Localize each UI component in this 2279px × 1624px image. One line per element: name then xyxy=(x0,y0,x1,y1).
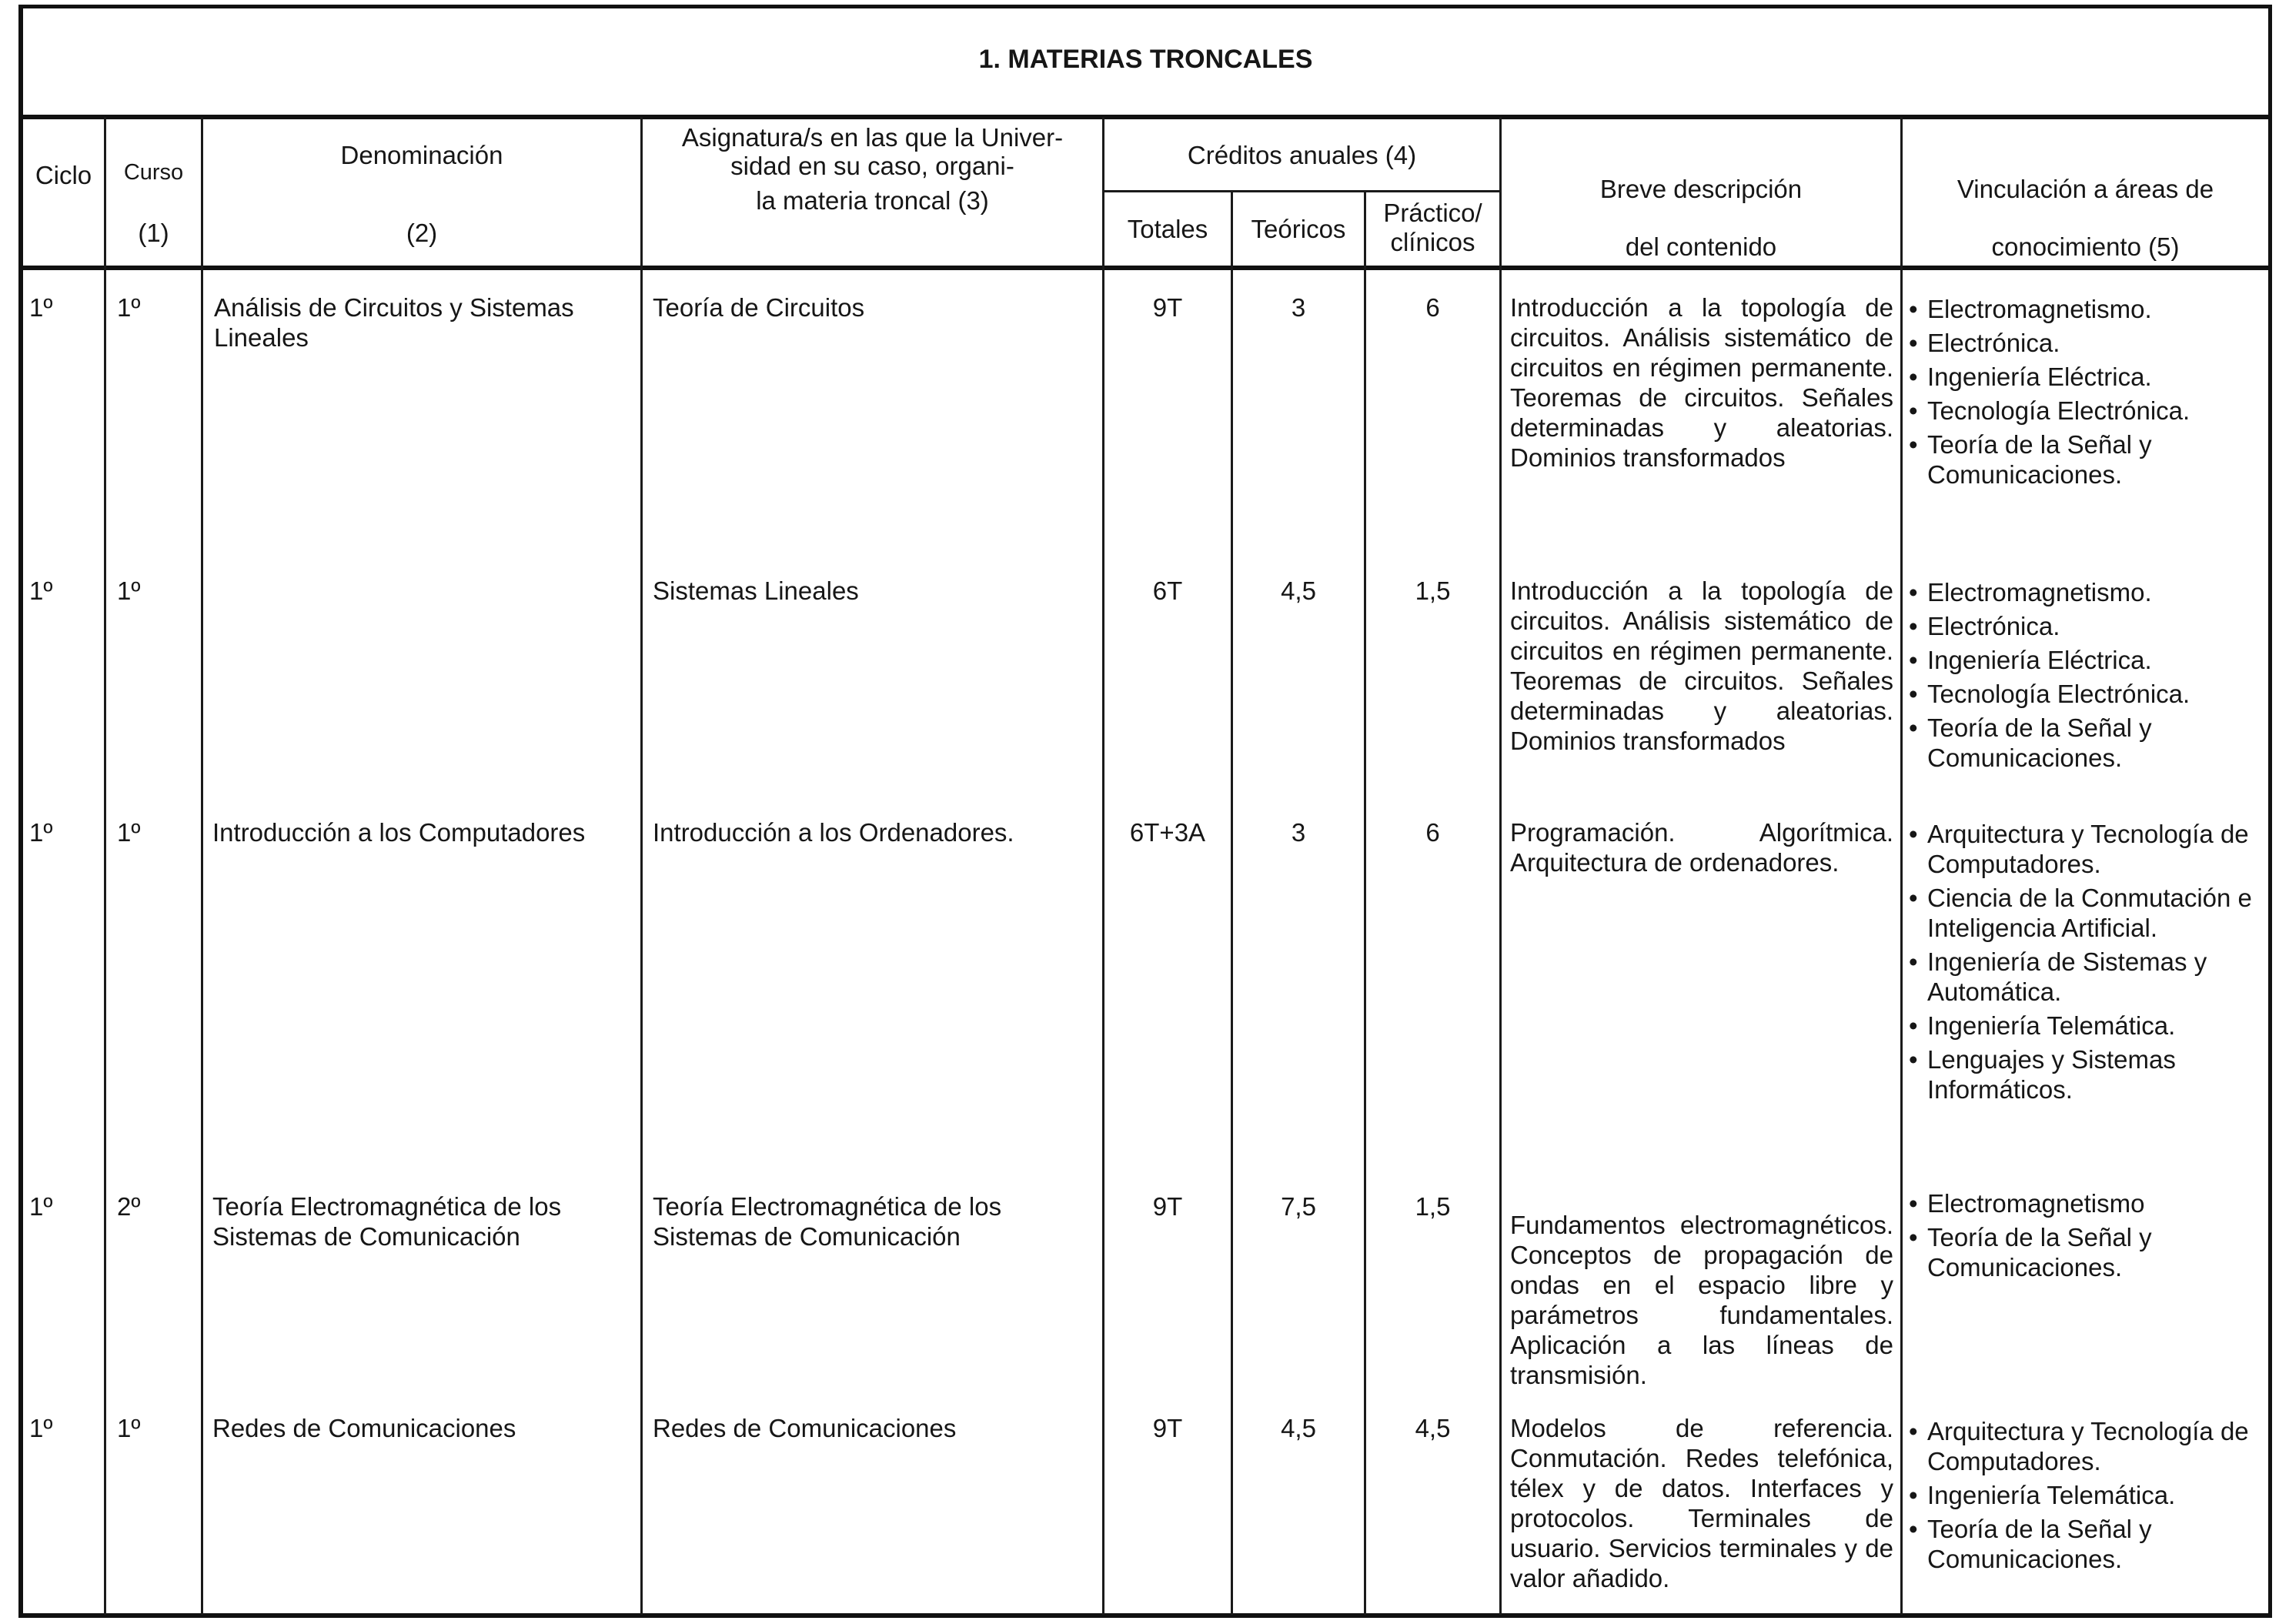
col-line-2 xyxy=(201,117,203,1615)
area-item: • Electromagnetismo xyxy=(1909,1188,2263,1218)
area-item: • Ingeniería Telemática. xyxy=(1909,1480,2263,1510)
area-item: • Ciencia de la Conmutación e Inteligencia Artificial. xyxy=(1909,883,2263,943)
header-curso xyxy=(106,157,201,188)
cell-asignatura: Sistemas Lineales xyxy=(653,576,859,605)
cell-ciclo: 1º xyxy=(29,1192,53,1221)
area-item: • Teoría de la Señal y Comunicaciones. xyxy=(1909,713,2263,773)
cell-ciclo: 1º xyxy=(29,1414,53,1442)
cell-curso: 1º xyxy=(117,1414,141,1442)
cell-totales: 9T xyxy=(1152,1192,1183,1221)
header-curso-label: Curso xyxy=(123,160,184,185)
cell-descripcion: Fundamentos electromagnéticos. Conceptos de propagación de ondas en el espacio libre y parámetros fundamentales. Aplicación a las líneas de transmisión. xyxy=(1510,1211,1893,1389)
header-denominacion: Denominación xyxy=(340,141,503,169)
header-ciclo: Ciclo xyxy=(35,161,92,189)
cell-curso: 2º xyxy=(117,1192,141,1221)
page-title: 1. MATERIAS TRONCALES xyxy=(978,45,1313,74)
border-right xyxy=(2268,5,2272,1618)
cell-practicos: 6 xyxy=(1425,818,1440,847)
header-descripcion-line2: del contenido xyxy=(1625,232,1777,261)
cell-teoricos: 3 xyxy=(1291,293,1306,322)
cell-areas xyxy=(1909,1416,2263,1578)
col-line-5 xyxy=(1231,191,1233,1615)
header-vinculacion xyxy=(1903,160,2268,276)
header-practicos-line2: clínicos xyxy=(1390,228,1475,256)
cell-totales: 9T xyxy=(1152,293,1183,322)
area-item: • Electromagnetismo. xyxy=(1909,294,2263,324)
cell-descripcion: Programación. Algorítmica. Arquitectura de ordenadores. xyxy=(1510,818,1893,877)
cell-descripcion: Introducción a la topología de circuitos. Análisis sistemático de circuitos en régimen permanente. Teoremas de circuitos. Señales determinadas y aleatorias. Dominios transformados xyxy=(1510,576,1893,755)
cell-curso: 1º xyxy=(117,293,141,322)
cell-totales: 6T xyxy=(1152,576,1183,605)
header-denominacion-note: (2) xyxy=(406,219,438,247)
cell-ciclo: 1º xyxy=(29,576,53,605)
cell-asignatura: Introducción a los Ordenadores. xyxy=(653,818,1014,847)
cell-ciclo: 1º xyxy=(29,293,53,322)
area-item: • Lenguajes y Sistemas Informáticos. xyxy=(1909,1044,2263,1104)
cell-teoricos: 4,5 xyxy=(1281,576,1316,605)
cell-denominacion: Teoría Electromagnética de los Sistemas de Comunicación xyxy=(212,1192,562,1251)
border-top xyxy=(18,5,2272,8)
area-item: • Electromagnetismo. xyxy=(1909,577,2263,607)
area-item: • Electrónica. xyxy=(1909,328,2263,358)
header-asignaturas xyxy=(643,123,1102,215)
cell-denominacion: Redes de Comunicaciones xyxy=(212,1414,516,1442)
area-item: • Ingeniería Eléctrica. xyxy=(1909,645,2263,675)
cell-ciclo: 1º xyxy=(29,818,53,847)
cell-asignatura: Teoría de Circuitos xyxy=(653,293,865,322)
area-item: • Tecnología Electrónica. xyxy=(1909,679,2263,709)
title-divider xyxy=(18,115,2272,119)
header-curso-note: (1) xyxy=(138,219,169,247)
cell-practicos: 4,5 xyxy=(1415,1414,1451,1442)
header-asignaturas-line2: sidad en su caso, organi- xyxy=(730,152,1014,180)
cell-curso: 1º xyxy=(117,818,141,847)
cell-totales: 9T xyxy=(1152,1414,1183,1442)
header-teoricos: Teóricos xyxy=(1251,215,1346,243)
header-vinculacion-line2: conocimiento (5) xyxy=(1991,232,2180,261)
area-item: • Tecnología Electrónica. xyxy=(1909,396,2263,426)
cell-areas xyxy=(1909,294,2263,493)
area-item: • Ingeniería Telemática. xyxy=(1909,1011,2263,1041)
area-item: • Teoría de la Señal y Comunicaciones. xyxy=(1909,1222,2263,1282)
cell-asignatura: Redes de Comunicaciones xyxy=(653,1414,957,1442)
cell-areas xyxy=(1909,819,2263,1108)
cell-denominacion: Introducción a los Computadores xyxy=(212,818,586,847)
area-item: • Electrónica. xyxy=(1909,611,2263,641)
cell-practicos: 6 xyxy=(1425,293,1440,322)
cell-areas xyxy=(1909,1188,2263,1286)
area-item: • Arquitectura y Tecnología de Computadores. xyxy=(1909,819,2263,879)
border-bottom xyxy=(18,1613,2272,1618)
cell-totales: 6T+3A xyxy=(1129,818,1206,847)
cell-practicos: 1,5 xyxy=(1415,1192,1451,1221)
header-descripcion xyxy=(1502,160,1900,276)
header-descripcion-line1: Breve descripción xyxy=(1599,175,1803,203)
header-vinculacion-line1: Vinculación a áreas de xyxy=(1957,175,2214,203)
area-item: • Ingeniería de Sistemas y Automática. xyxy=(1909,947,2263,1007)
cell-teoricos: 3 xyxy=(1291,818,1306,847)
col-line-6 xyxy=(1364,191,1366,1615)
border-left xyxy=(18,5,23,1618)
header-asignaturas-line1: Asignatura/s en las que la Univer- xyxy=(681,123,1064,152)
cell-teoricos: 7,5 xyxy=(1281,1192,1316,1221)
area-item: • Ingeniería Eléctrica. xyxy=(1909,362,2263,392)
cell-asignatura: Teoría Electromagnética de los Sistemas de Comunicación xyxy=(653,1192,1002,1251)
col-line-4 xyxy=(1102,117,1104,1615)
header-totales: Totales xyxy=(1127,215,1208,243)
area-item: • Arquitectura y Tecnología de Computadores. xyxy=(1909,1416,2263,1476)
cell-areas xyxy=(1909,577,2263,777)
cell-descripcion: Introducción a la topología de circuitos. Análisis sistemático de circuitos en régimen permanente. Teoremas de circuitos. Señales determinadas y aleatorias. Dominios transformados xyxy=(1510,293,1893,472)
cell-curso: 1º xyxy=(117,576,141,605)
cell-denominacion: Análisis de Circuitos y Sistemas Lineales xyxy=(214,293,574,352)
header-practicos-line1: Práctico/ xyxy=(1383,199,1482,227)
col-line-1 xyxy=(104,117,106,1615)
area-item: • Teoría de la Señal y Comunicaciones. xyxy=(1909,429,2263,490)
header-creditos: Créditos anuales (4) xyxy=(1187,141,1417,169)
header-asignaturas-line3: la materia troncal (3) xyxy=(756,186,989,215)
cell-practicos: 1,5 xyxy=(1415,576,1451,605)
cell-descripcion: Modelos de referencia. Conmutación. Redes telefónica, télex y de datos. Interfaces y protocolos. Terminales de usuario. Servicios terminales y de valor añadido. xyxy=(1510,1414,1893,1592)
cell-teoricos: 4,5 xyxy=(1281,1414,1316,1442)
creditos-subdivider xyxy=(1104,190,1501,192)
col-line-8 xyxy=(1900,117,1903,1615)
area-item: • Teoría de la Señal y Comunicaciones. xyxy=(1909,1514,2263,1574)
col-line-7 xyxy=(1499,117,1502,1615)
col-line-3 xyxy=(640,117,643,1615)
header-practicos xyxy=(1366,199,1499,257)
